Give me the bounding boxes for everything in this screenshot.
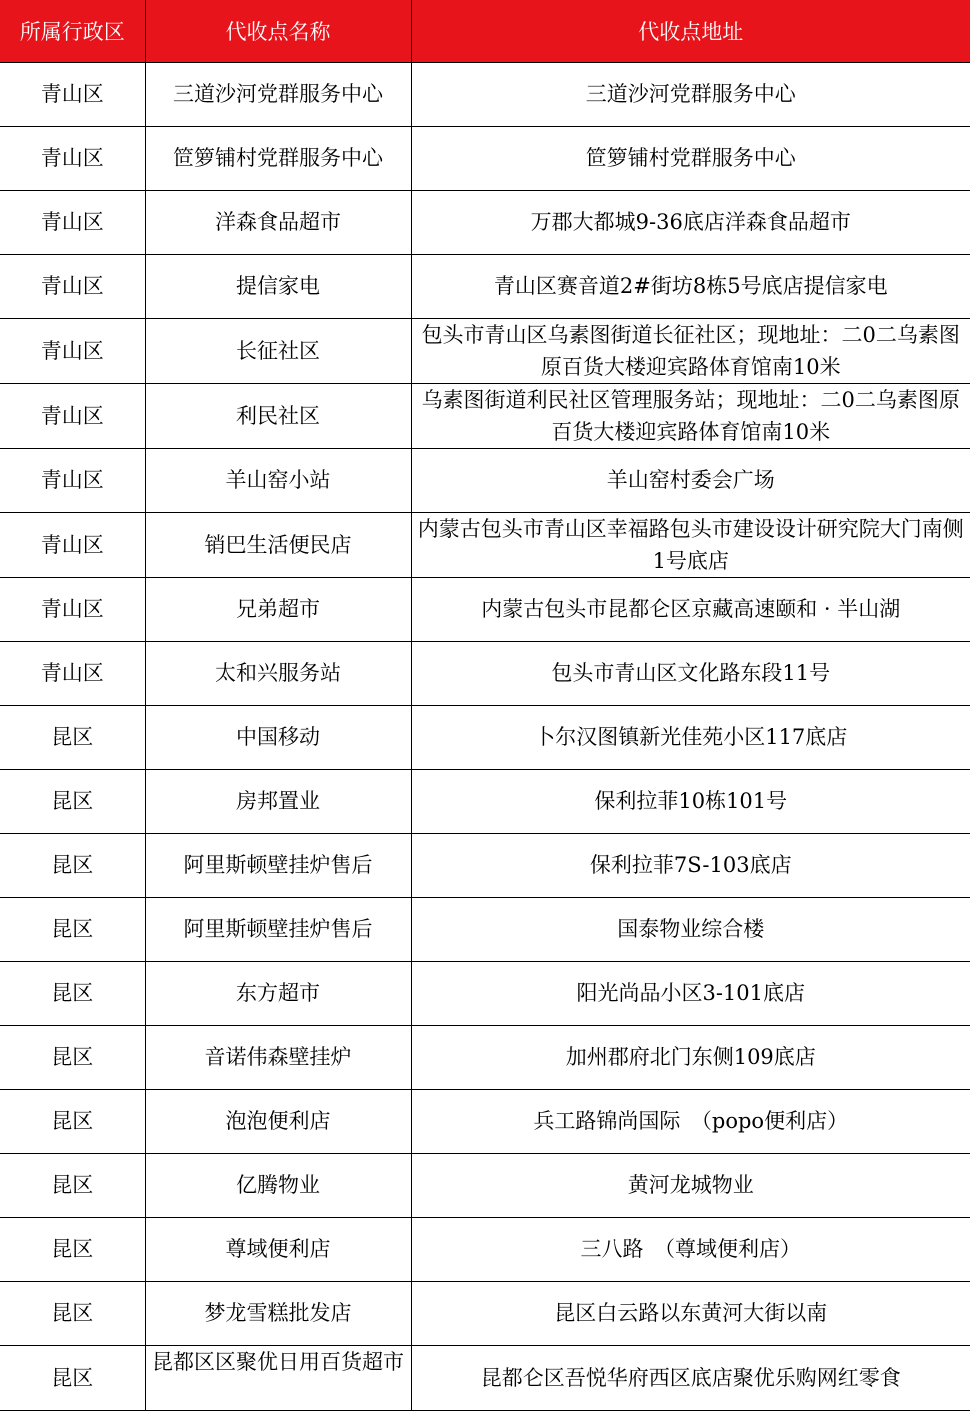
point-address-cell: 保利拉菲7S-103底店 xyxy=(411,833,970,897)
point-name-cell: 兄弟超市 xyxy=(145,577,411,641)
point-address-cell: 兵工路锦尚国际 （popo便利店） xyxy=(411,1089,970,1153)
district-cell: 昆区 xyxy=(0,833,145,897)
point-name-cell: 泡泡便利店 xyxy=(145,1089,411,1153)
table-row xyxy=(0,769,970,833)
point-name-cell: 阿里斯顿壁挂炉售后 xyxy=(145,897,411,961)
district-cell: 昆区 xyxy=(0,1345,145,1410)
point-address-cell: 昆都仑区吾悦华府西区底店聚优乐购网红零食 xyxy=(411,1345,970,1410)
header-row xyxy=(0,0,970,62)
district-cell: 昆区 xyxy=(0,897,145,961)
table-row xyxy=(0,318,970,383)
point-name-cell: 尊域便利店 xyxy=(145,1217,411,1281)
table-row xyxy=(0,1217,970,1281)
header-district: 所属行政区 xyxy=(0,0,145,62)
district-cell: 青山区 xyxy=(0,190,145,254)
header-point-name: 代收点名称 xyxy=(145,0,411,62)
table-row xyxy=(0,1089,970,1153)
point-address-cell: 黄河龙城物业 xyxy=(411,1153,970,1217)
point-address-cell: 昆区白云路以东黄河大街以南 xyxy=(411,1281,970,1345)
point-address-cell: 笸箩铺村党群服务中心 xyxy=(411,126,970,190)
district-cell: 昆区 xyxy=(0,1089,145,1153)
district-cell: 青山区 xyxy=(0,383,145,448)
point-address-cell: 内蒙古包头市青山区幸福路包头市建设设计研究院大门南侧1号底店 xyxy=(411,512,970,577)
point-name-cell: 房邦置业 xyxy=(145,769,411,833)
table-row xyxy=(0,897,970,961)
point-address-cell: 保利拉菲10栋101号 xyxy=(411,769,970,833)
district-cell: 青山区 xyxy=(0,254,145,318)
district-cell: 青山区 xyxy=(0,318,145,383)
table-row xyxy=(0,1025,970,1089)
district-cell: 青山区 xyxy=(0,448,145,512)
point-address-cell: 国泰物业综合楼 xyxy=(411,897,970,961)
point-address-cell: 乌素图街道利民社区管理服务站；现地址：二0二乌素图原百货大楼迎宾路体育馆南10米 xyxy=(411,383,970,448)
district-cell: 青山区 xyxy=(0,62,145,126)
point-address-cell: 青山区赛音道2#街坊8栋5号底店提信家电 xyxy=(411,254,970,318)
point-name-cell: 笸箩铺村党群服务中心 xyxy=(145,126,411,190)
point-name-cell: 长征社区 xyxy=(145,318,411,383)
point-name-cell: 三道沙河党群服务中心 xyxy=(145,62,411,126)
table-row xyxy=(0,833,970,897)
point-name-cell: 太和兴服务站 xyxy=(145,641,411,705)
table-row xyxy=(0,705,970,769)
table-row xyxy=(0,448,970,512)
district-cell: 昆区 xyxy=(0,1217,145,1281)
point-name-cell: 昆都区区聚优日用百货超市 xyxy=(145,1345,411,1410)
table-row xyxy=(0,254,970,318)
point-name-cell: 阿里斯顿壁挂炉售后 xyxy=(145,833,411,897)
point-address-cell: 加州郡府北门东侧109底店 xyxy=(411,1025,970,1089)
table-row xyxy=(0,126,970,190)
table-row xyxy=(0,1281,970,1345)
table-row xyxy=(0,641,970,705)
table-row xyxy=(0,190,970,254)
header-point-address: 代收点地址 xyxy=(411,0,970,62)
district-cell: 昆区 xyxy=(0,961,145,1025)
point-address-cell: 阳光尚品小区3-101底店 xyxy=(411,961,970,1025)
point-name-cell: 梦龙雪糕批发店 xyxy=(145,1281,411,1345)
district-cell: 昆区 xyxy=(0,1153,145,1217)
table-row xyxy=(0,512,970,577)
point-name-cell: 中国移动 xyxy=(145,705,411,769)
table-row xyxy=(0,62,970,126)
table-row xyxy=(0,1153,970,1217)
district-cell: 青山区 xyxy=(0,577,145,641)
district-cell: 青山区 xyxy=(0,512,145,577)
point-name-cell: 音诺伟森壁挂炉 xyxy=(145,1025,411,1089)
table-body xyxy=(0,62,970,1410)
district-cell: 昆区 xyxy=(0,769,145,833)
point-address-cell: 羊山窑村委会广场 xyxy=(411,448,970,512)
point-address-cell: 万郡大都城9-36底店洋森食品超市 xyxy=(411,190,970,254)
point-address-cell: 三八路 （尊域便利店） xyxy=(411,1217,970,1281)
point-name-cell: 提信家电 xyxy=(145,254,411,318)
table-row xyxy=(0,1345,970,1410)
point-address-cell: 三道沙河党群服务中心 xyxy=(411,62,970,126)
point-name-cell: 利民社区 xyxy=(145,383,411,448)
district-cell: 青山区 xyxy=(0,641,145,705)
point-name-cell: 亿腾物业 xyxy=(145,1153,411,1217)
district-cell: 昆区 xyxy=(0,1281,145,1345)
table-row xyxy=(0,961,970,1025)
district-cell: 昆区 xyxy=(0,1025,145,1089)
district-cell: 青山区 xyxy=(0,126,145,190)
point-name-cell: 羊山窑小站 xyxy=(145,448,411,512)
table-row xyxy=(0,383,970,448)
table-row xyxy=(0,577,970,641)
point-address-cell: 卜尔汉图镇新光佳苑小区117底店 xyxy=(411,705,970,769)
point-name-cell: 洋森食品超市 xyxy=(145,190,411,254)
point-address-cell: 包头市青山区文化路东段11号 xyxy=(411,641,970,705)
table-header xyxy=(0,0,970,62)
point-address-cell: 内蒙古包头市昆都仑区京藏高速颐和 · 半山湖 xyxy=(411,577,970,641)
point-name-cell: 销巴生活便民店 xyxy=(145,512,411,577)
point-name-cell: 东方超市 xyxy=(145,961,411,1025)
point-address-cell: 包头市青山区乌素图街道长征社区；现地址：二0二乌素图原百货大楼迎宾路体育馆南10米 xyxy=(411,318,970,383)
district-cell: 昆区 xyxy=(0,705,145,769)
